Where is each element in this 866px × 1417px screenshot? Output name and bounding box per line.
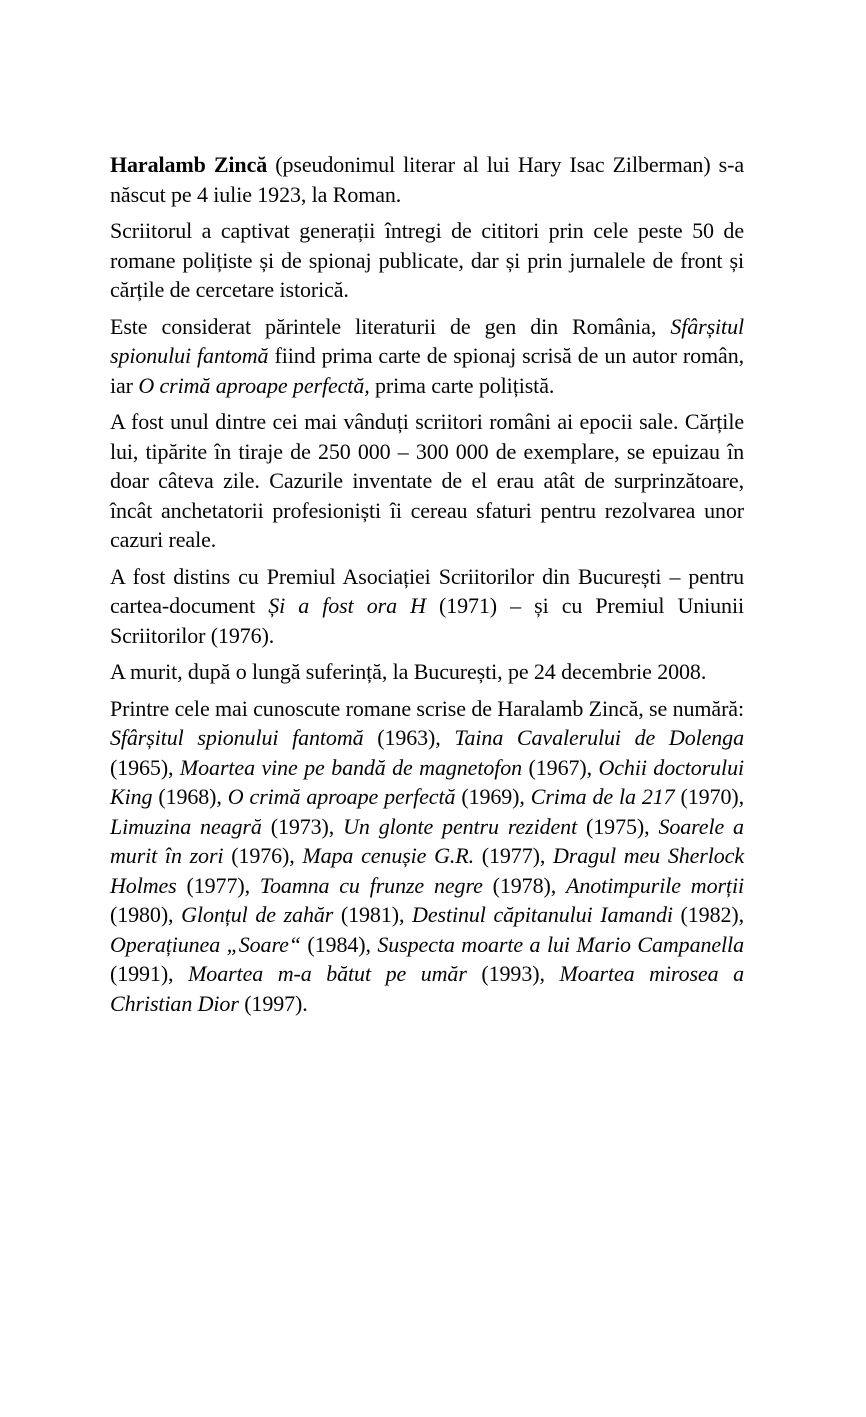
text-run-normal: A fost distins cu Premiul Asociației Scriitorilor din București – pentru cartea-document (110, 563, 744, 618)
paragraph-7 (110, 694, 744, 1019)
text-run-italic: Glonțul de zahăr (181, 902, 334, 927)
text-run-normal: (1980), (110, 902, 182, 927)
text-run-normal: (1975), (577, 813, 659, 839)
text-run-normal: (1982), (672, 902, 745, 927)
text-run-normal: (1976), (223, 843, 303, 868)
text-run-normal: fiind prima carte de spionaj scrisă de un autor român, iar (110, 343, 744, 398)
text-run-normal: (1993), (466, 961, 560, 986)
text-run-normal: A fost unul dintre cei mai vânduți scriitori români ai epocii sale. Cărțile lui, tipărite în tiraje de 250 000 – 300 000 de exemplare, se epuizau în doar câteva zile. Cazurile inventate de el erau atât de surprinzătoare, încât anchetatorii profesioniști îi cereau sfaturi pentru rezolvarea unor cazuri reale. (110, 409, 744, 552)
text-run-italic: Mapa cenușie G.R. (302, 843, 475, 868)
text-run-italic: Taina Cavalerului de Dolenga (454, 725, 744, 750)
text-run-normal: (1997). (238, 990, 308, 1016)
text-run-italic: Un glonte pentru rezident (343, 813, 578, 839)
paragraph-3 (110, 312, 744, 401)
text-run-bold: Haralamb Zincă (110, 152, 268, 177)
text-run-italic: Moartea m-a bătut pe umăr (188, 961, 467, 986)
text-run-normal: A murit, după o lungă suferință, la București, pe 24 decembrie 2008. (110, 659, 707, 684)
text-run-italic: Limuzina neagră (110, 813, 262, 839)
text-run-italic: Destinul căpitanului Iamandi (412, 902, 673, 927)
text-run-italic: Moartea vine pe bandă de magnetofon (179, 754, 523, 780)
text-run-normal: (1973), (261, 813, 344, 839)
text-run-italic: Dragul meu Sherlock Holmes (110, 843, 744, 898)
text-run-italic: Operațiunea „Soare“ (110, 931, 301, 957)
text-run-italic: O crimă aproape perfectă (227, 784, 456, 809)
text-run-normal: (1970), (674, 784, 744, 809)
paragraph-2 (110, 216, 744, 305)
text-run-italic: Ochii doctorului King (110, 754, 744, 809)
text-run-normal: (pseudonimul literar al lui Hary Isac Zilberman) s-a născut pe 4 iulie 1923, la Roman. (110, 152, 744, 207)
text-run-italic: Sfârșitul spionului fantomă (110, 725, 364, 750)
text-run-normal: (1971) – și cu Premiul Uniunii Scriitorilor (1976). (110, 593, 744, 648)
text-run-italic: Suspecta moarte a lui Mario Campanella (377, 931, 744, 957)
text-run-italic: O crimă aproape perfectă, (138, 372, 370, 398)
text-run-normal: (1981), (333, 902, 413, 927)
text-run-italic: Sfârșitul spionului fantomă (110, 313, 744, 368)
text-run-normal: Printre cele mai cunoscute romane scrise de Haralamb Zincă, se numără: (110, 695, 744, 721)
text-run-italic: Soarele a murit în zori (110, 813, 744, 868)
text-run-normal: (1968), (152, 784, 228, 809)
text-run-normal: (1969), (455, 784, 531, 809)
text-run-italic: Și a fost ora H (268, 593, 426, 618)
text-run-normal: (1965), (110, 754, 180, 780)
paragraph-1 (110, 150, 744, 209)
text-run-normal: (1991), (110, 961, 189, 986)
text-run-normal: prima carte polițistă. (369, 372, 555, 398)
text-run-italic: Crima de la 217 (530, 784, 675, 809)
paragraph-5 (110, 562, 744, 651)
text-run-normal: (1978), (482, 872, 566, 898)
text-run-normal: (1984), (300, 931, 378, 957)
text-run-italic: Moartea mirosea a Christian Dior (110, 961, 744, 1016)
text-run-normal: (1977), (474, 843, 553, 868)
text-run-normal: Scriitorul a captivat generații întregi de cititori prin cele peste 50 de romane polițiste și de spionaj publicate, dar și prin jurnalele de front și cărțile de cercetare istorică. (110, 218, 744, 302)
paragraph-4 (110, 407, 744, 555)
text-run-normal: (1963), (363, 725, 455, 750)
paragraph-6 (110, 657, 744, 687)
text-run-normal: (1977), (176, 872, 260, 898)
text-run-italic: Toamna cu frunze negre (259, 872, 483, 898)
text-run-normal: Este considerat părintele literaturii de gen din România, (110, 313, 671, 339)
article-body (110, 150, 744, 1018)
text-run-normal: (1967), (522, 754, 599, 780)
text-run-italic: Anotimpurile morții (566, 872, 744, 898)
